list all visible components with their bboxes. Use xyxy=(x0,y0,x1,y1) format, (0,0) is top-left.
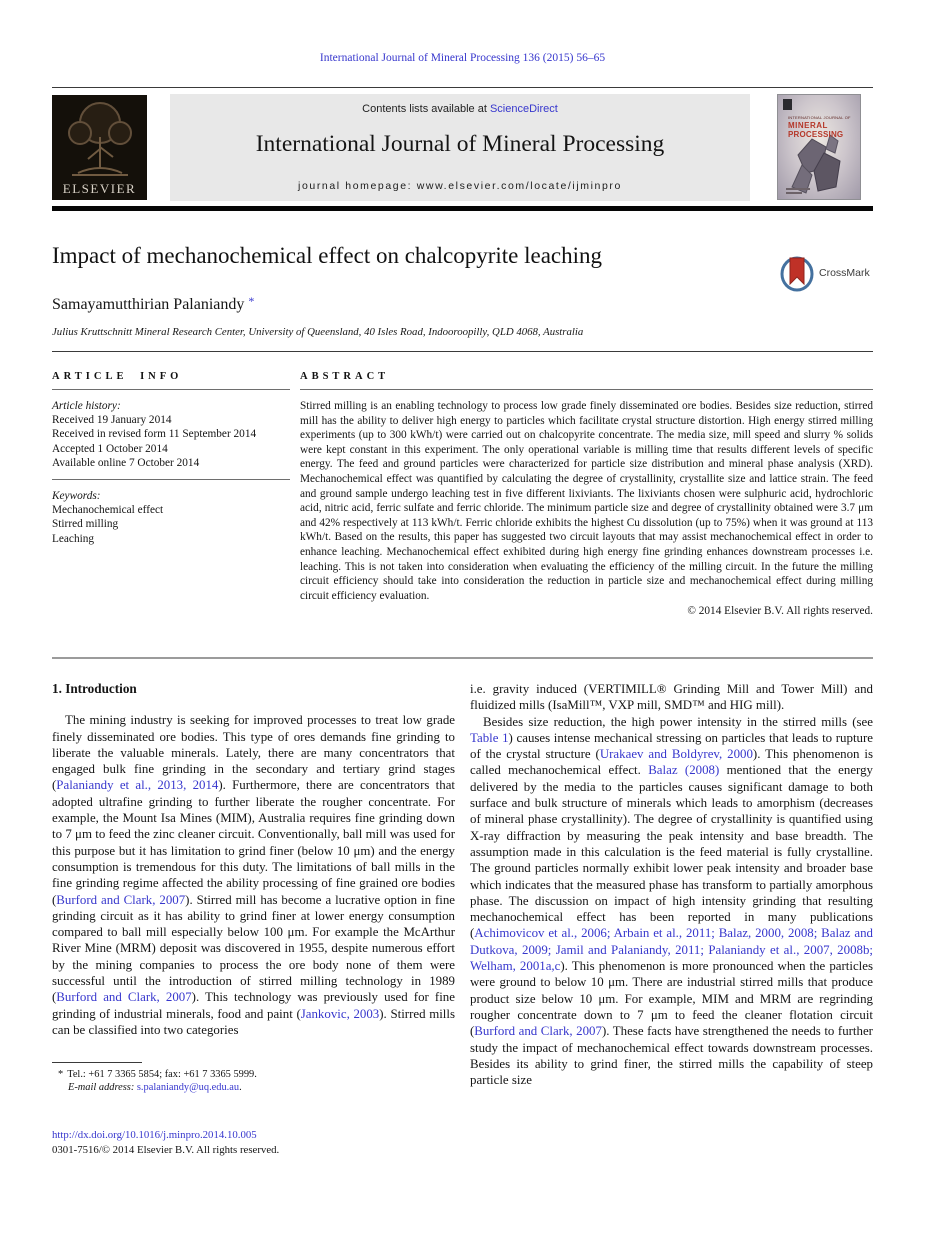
article-info-column xyxy=(52,371,290,546)
text-run: ) causes intense mechanical stressing on particles that leads to rupture of the crystal structure ( xyxy=(470,730,873,762)
text-run: ). These facts have strengthened the needs to further study the impact of mechanochemical effect towards downstream processes. Besides its ability to grind finer, the stirred mills the capability of steep particle size xyxy=(470,1024,873,1088)
cover-editor-line xyxy=(786,188,810,190)
affiliation: Julius Kruttschnitt Mineral Research Center, University of Queensland, 40 Isles Road, Indooroopilly, QLD 4068, Australia xyxy=(52,326,584,338)
cover-title-line2: PROCESSING xyxy=(788,130,844,139)
footnote-rule xyxy=(52,1062,142,1063)
email-label: E-mail address: xyxy=(68,1082,135,1094)
section-heading-introduction: 1. Introduction xyxy=(52,681,137,696)
body-left-column xyxy=(52,681,455,1088)
citation-link[interactable]: Burford and Clark, 2007 xyxy=(56,990,192,1005)
page-footer xyxy=(52,1128,279,1157)
top-rule xyxy=(52,87,873,88)
abstract-column xyxy=(300,371,873,617)
abstract-copyright: © 2014 Elsevier B.V. All rights reserved. xyxy=(687,605,873,618)
paragraph xyxy=(470,714,873,1089)
citation-link[interactable]: Palaniandy et al., 2013, 2014 xyxy=(56,778,219,793)
article-info-rule xyxy=(52,389,290,390)
author-line xyxy=(52,294,254,314)
keywords-rule xyxy=(52,479,290,480)
citation-link[interactable]: Burford and Clark, 2007 xyxy=(474,1024,602,1039)
contents-prefix: Contents lists available at xyxy=(362,103,490,115)
journal-title: International Journal of Mineral Processing xyxy=(255,131,665,157)
cover-subtitle: INTERNATIONAL JOURNAL OF xyxy=(788,115,851,120)
sciencedirect-link[interactable]: ScienceDirect xyxy=(489,103,558,115)
paragraph xyxy=(52,712,455,1038)
email-period: . xyxy=(239,1082,242,1094)
citation-link[interactable]: Achimovicov et al., 2006; Arbain et al., 2011; Balaz, 2000, 2008; Balaz and Dutkova, 2009; Jamil and Palaniandy, 2011; Palaniandy et al., 2007, 2008b; Welham, 2001a,c xyxy=(470,926,873,974)
elsevier-logo xyxy=(52,95,147,200)
text-run: mentioned that the energy delivered by the media to the particles causes significant damage to both surface and bulk structure of minerals which leads to amorphism (decreases of mineral phase crystallinity). The degree of crystallinity is quantified using X-ray diffraction by measuring the peak intensity and base breadth. The assumption made in this calculation is the feed material is fully crystalline. The ground particles normally exhibit lower peak intensity and broader base which indicates that the measured phase has transform to partially amorphous phase. The discussion on impact of high intensity grinding that resulting mechanochemical effect has been reported in many publications ( xyxy=(470,763,873,941)
keyword-item: Stirred milling xyxy=(52,518,119,531)
journal-cover xyxy=(777,94,861,200)
citation-link[interactable]: Burford and Clark, 2007 xyxy=(56,892,186,907)
author-footnote xyxy=(52,1062,462,1094)
contents-line xyxy=(170,103,750,115)
body-divider-rule xyxy=(52,657,873,659)
body-right-column xyxy=(470,681,873,1088)
crossmark-icon xyxy=(779,254,815,292)
text-run: ). This phenomenon is called mechanochemical effect. xyxy=(470,747,873,778)
text-run: ). Stirred mills can be classified into two categories xyxy=(52,1006,455,1037)
text-run: ). This technology was previously used for fine grinding of industrial minerals, food and paint ( xyxy=(52,990,455,1021)
journal-homepage-link[interactable]: journal homepage: www.elsevier.com/locate/ijminpro xyxy=(298,180,622,192)
keywords-label: Keywords: xyxy=(52,490,101,503)
history-item: Available online 7 October 2014 xyxy=(52,456,200,469)
paragraph xyxy=(470,681,873,714)
crossmark-badge[interactable] xyxy=(779,252,879,294)
article-title: Impact of mechanochemical effect on chalcopyrite leaching xyxy=(52,243,603,268)
keyword-item: Mechanochemical effect xyxy=(52,504,164,517)
masthead-box xyxy=(170,94,750,201)
abstract-heading: ABSTRACT xyxy=(300,371,390,382)
crossmark-label: CrossMark xyxy=(819,267,870,279)
abstract-rule xyxy=(300,389,873,390)
cover-title-line1: MINERAL xyxy=(788,121,828,130)
article-history xyxy=(52,399,290,470)
footnote-phone: Tel.: +61 7 3365 5854; fax: +61 7 3365 5999. xyxy=(67,1069,257,1080)
journal-header xyxy=(52,94,873,202)
cover-publisher-chip xyxy=(783,99,792,110)
footnote-contact xyxy=(52,1068,462,1081)
footnote-mark: * xyxy=(58,1069,64,1080)
history-item: Received in revised form 11 September 2014 xyxy=(52,428,257,441)
cover-crystal-art xyxy=(778,95,861,200)
title-section-rule xyxy=(52,351,873,352)
cover-editor-line xyxy=(786,192,802,194)
history-item: Received 19 January 2014 xyxy=(52,414,172,427)
elsevier-wordmark: ELSEVIER xyxy=(62,181,137,196)
email-link[interactable]: s.palaniandy@uq.edu.au xyxy=(136,1082,240,1094)
footnote-email-line xyxy=(68,1081,462,1094)
text-run: ). This phenomenon is more pronounced when the particles were ground to below 10 μm. There are industrial stirred mills that produce product size below 10 μm. For example, MIM and MRM are regrinding rougher concentrate down to 7 μm to feed the cleaner flotation circuit ( xyxy=(470,959,873,1039)
author-name: Samayamutthirian Palaniandy xyxy=(52,296,245,313)
citation-link[interactable]: Balaz (2008) xyxy=(648,763,720,778)
corresponding-author-mark[interactable]: * xyxy=(248,294,255,308)
keyword-item: Leaching xyxy=(52,532,95,545)
doi-link[interactable]: http://dx.doi.org/10.1016/j.minpro.2014.10.005 xyxy=(52,1129,257,1141)
history-item: Accepted 1 October 2014 xyxy=(52,442,168,455)
abstract-text: Stirred milling is an enabling technology to process low grade finely disseminated ore bodies. Besides size reduction, stirred mill has the ability to deliver high energy to particles which facilitate crystal structure distortion. High energy stirred milling experiments (up to 300 kWh/t) were carried out on chalcopyrite concentrate. The media size, mill speed and slurry % solids were kept constant in this experiment. The only operational variable is milling time that results different levels of specific energy. The feed and ground particles were characterized for particle size distribution and mineral phase analysis (XRD). Mechanochemical effect was quantified by calculating the degree of crystallinity, crystallite size and lattice strain. The feed and ground sample undergo leaching test in five different lixiviants. The lixiviants chosen were sulphuric acid, hydrochloric acid, nitric acid, ferric sulfate and ferric chloride. The minimum particle size and degree of crystallinity obtained were 3.7 μm and 42% respectively at 113 kWh/t. Ferric chloride exhibits the highest Cu dissolution (up to 75%) when it was ground at 113 kWh/t. Based on the results, this paper has suggested two circuit layouts that may assist mechanochemical effect in order to enhance leaching. Mechanochemical effect exhibited during high energy fine grinding enhances downstream processes i.e. leaching. This is not taken into consideration when evaluating the efficiency of the milling circuit. In the future the milling circuit efficiency should take into consideration the reduction in particle size and mechanochemical effect during milling circuit efficiency evaluation. xyxy=(300,400,873,602)
citation-link[interactable]: Urakaev and Boldyrev, 2000 xyxy=(599,747,753,762)
journal-citation: International Journal of Mineral Processing 136 (2015) 56–65 xyxy=(319,52,606,64)
text-run: Besides size reduction, the high power intensity in the stirred mills (see xyxy=(483,714,873,729)
keywords-block xyxy=(52,489,290,546)
citation-link[interactable]: Table 1 xyxy=(470,730,509,745)
body-columns xyxy=(52,681,873,1088)
elsevier-tree-icon xyxy=(58,97,141,183)
article-info-heading: ARTICLE INFO xyxy=(52,371,183,382)
text-run: ). Stirred mill has become a lucrative option in fine grinding circuit as it has ability to grind finer at lower energy consumption compared to ball mill especially below 100 μm. For example the McArthur River Mine (MRM) deposit was discovered in 1955, despite numerous effort by the mining companies to process the ore body none of them were successful until the introduction of stirred milling technology in 1989 ( xyxy=(52,892,455,1005)
citation-link[interactable]: Jankovic, 2003 xyxy=(300,1006,380,1021)
header-bottom-rule xyxy=(52,206,873,211)
text-run: ). Furthermore, there are concentrators that adopted ultrafine grinding to further liberate the rougher concentrate. For example, the Mount Isa Mines (MIM), Australia requires fine grinding down to 7 μm to feed the zinc cleaner circuit. Conventionally, ball mill was used for this purpose but it has limitation to grind finer (below 10 μm) and the energy consumption is tremendous for this duty. The limitations of ball mills in the fine grinding regime affected the ability processing of fine grained ore bodies ( xyxy=(52,778,455,907)
issn-copyright-line: 0301-7516/© 2014 Elsevier B.V. All rights reserved. xyxy=(52,1143,280,1156)
text-run: i.e. gravity induced (VERTIMILL® Grinding Mill and Tower Mill) and fluidized mills (IsaMill™, VXP mill, SMD™ and HIG mill). xyxy=(470,682,873,713)
article-history-label: Article history: xyxy=(52,400,121,412)
text-run: The mining industry is seeking for improved processes to treat low grade finely disseminated ore bodies. This type of ores demands fine grinding to liberate the valuable minerals. Lately, there are many concentrators that engaged bulk fine grinding in the secondary and tertiary grind stages ( xyxy=(52,713,455,793)
